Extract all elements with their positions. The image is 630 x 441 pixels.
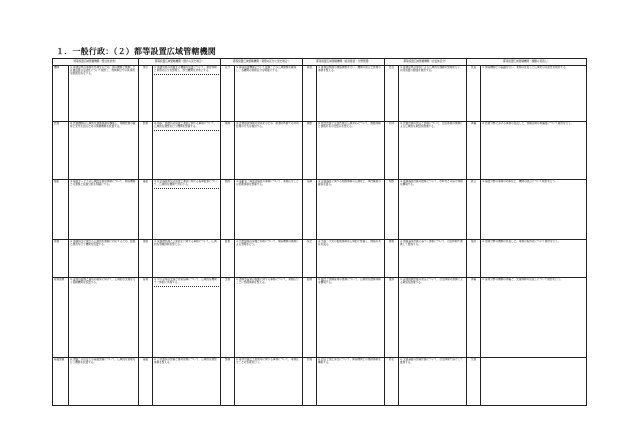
table-cell xyxy=(235,66,303,122)
tag-cell: 推進 xyxy=(385,278,399,358)
row-category: 福祉 xyxy=(53,180,69,240)
table-row xyxy=(53,240,587,278)
cell-text: ① 都道府県の単位による広域的な課題の整理を行い、共同設置の範囲を検討する。 xyxy=(400,66,463,73)
row-category: 環境 xyxy=(53,240,69,278)
tag-cell: 見直 xyxy=(467,66,481,122)
table-cell xyxy=(481,66,587,122)
cell-text: ⑥ 道路・河川などの基盤整備について、広域的な管理を行う機関を設置する。 xyxy=(70,358,136,365)
table-cell xyxy=(153,358,221,406)
tag-cell: 交通 xyxy=(467,358,481,406)
cell-text: ⑥ 防災と国土保全について、関係機関との連携体制を構築する。 xyxy=(318,358,381,365)
table-cell xyxy=(399,358,467,406)
cell-text: ⑤ 中小企業の支援と技術指導について、広域的な機関で一体的に実施する。 xyxy=(154,278,217,285)
table-cell xyxy=(317,180,385,240)
column-header: 都等設置広域管轄機関（課題の見直し） xyxy=(467,59,587,66)
cell-text: ② 医療提供体制の効率化のため、都道府県間での共同処理の方式を検討する。 xyxy=(236,122,299,129)
column-header: 都等設置広域管轄機関（自治体区分） xyxy=(385,59,467,66)
tag-cell: 再編 xyxy=(467,278,481,358)
tag-cell: 福祉 xyxy=(139,180,153,240)
tag-cell: 保全 xyxy=(303,240,317,278)
cell-text: ② 医療分野における事務の見直しと、管轄区域の再編成について検討を行う。 xyxy=(482,122,574,125)
cell-text: ④ 環境保全に関する広域的な課題に対応するため、監視と調査を行う機関を設置する。 xyxy=(70,240,136,247)
cell-text: ⑥ 交通基盤の整備計画について、自治体間で協力して推進する。 xyxy=(400,358,463,365)
cell-text: ⑤ 観光と地域産業の連携について、広域的な推進体制を構築する。 xyxy=(318,278,381,285)
cell-text: ② 救急医療と災害医療の広域対応について、連絡体制と情報共有の仕組みを整える。 xyxy=(318,122,381,129)
cell-text: ⑤ 産業分野の機関の再編と、支援体制の見直しについて検討を行う。 xyxy=(482,278,563,281)
table-cell xyxy=(69,66,139,122)
table-row xyxy=(53,180,587,240)
tag-cell: 監視 xyxy=(221,240,235,278)
cell-text: ⑤ 産業の振興と雇用の確保に向けて、広域的な支援を行う管轄機関を設置する。 xyxy=(70,278,136,285)
row-category: 機関 xyxy=(53,66,69,122)
cell-text: ④ 廃棄物処理と公害防止に関する事務について、広域的な管轄体制を整える。 xyxy=(154,240,217,247)
table-cell xyxy=(399,240,467,278)
table-cell xyxy=(153,122,221,180)
cell-text: ② 病院・診療所の設置と運営に関する事務について、広域的な調整を行う機関を整備する。 xyxy=(154,122,217,129)
column-header: 都等設置広域管轄機関（業務の区分に見た場合） xyxy=(221,59,303,66)
tag-cell: 調査 xyxy=(385,240,399,278)
cell-text: ③ 児童福祉に関する相談体制の広域化と、専門職員の確保を図る。 xyxy=(318,180,381,187)
column-header: 特等設置広域管轄機関（整合性対象） xyxy=(53,59,139,66)
table-cell xyxy=(317,358,385,406)
table-cell xyxy=(153,240,221,278)
table-cell xyxy=(153,180,221,240)
table-cell xyxy=(481,240,587,278)
tag-cell: 計画 xyxy=(303,358,317,406)
column-header: 都等設置広域管轄機関（経営統括・分野管理） xyxy=(303,59,385,66)
tag-cell: 相談 xyxy=(385,180,399,240)
tag-cell: 統括 xyxy=(303,66,317,122)
cell-text: ④ 環境分野の機関の見直しと、業務の集約化について検討を行う。 xyxy=(482,240,561,243)
table-row xyxy=(53,358,587,406)
table-cell xyxy=(399,66,467,122)
page-title: １．一般行政：（２）都等設置広域管轄機関 xyxy=(56,47,216,56)
cell-text: ⑥ 都市計画と土地利用に関する事務について、業務区分ごとの処理を行う。 xyxy=(236,358,299,365)
jurisdiction-table xyxy=(52,58,587,406)
table-cell xyxy=(69,240,139,278)
row-category: 医療 xyxy=(53,122,69,180)
row-category: 産業振興 xyxy=(53,278,69,358)
cell-text: ① 都道府県間の連絡調整を行い、機関の統合と管理の体制を整える。 xyxy=(318,66,381,73)
table-cell xyxy=(69,278,139,358)
divider xyxy=(154,74,219,75)
tag-cell: 指導 xyxy=(303,180,317,240)
table-cell xyxy=(399,278,467,358)
tag-cell: 環境 xyxy=(139,240,153,278)
row-category: 基盤整備 xyxy=(53,358,69,406)
column-header: 都等設置広域管轄機関（国から見た場合） xyxy=(139,59,221,66)
table-cell xyxy=(317,278,385,358)
table-cell xyxy=(481,180,587,240)
divider xyxy=(154,130,219,131)
cell-text: ② 医療機関の広域的な連携体制を構築し、地域医療の確保と充実を図るための管轄機関を設置する。 xyxy=(70,122,136,129)
table-cell xyxy=(481,358,587,406)
header-row xyxy=(53,59,587,66)
cell-text: ① 都等設置機関について地域ごとの広域連携を確保し、各機関の業務区分を明確にする。 xyxy=(236,66,297,73)
cell-text: ② 医療計画の策定と評価について、自治体間の連携による広域的な取組を推進する。 xyxy=(400,122,463,129)
cell-text: ④ 環境基本計画に基づく施策について、自治体間で連携して推進する。 xyxy=(400,240,463,247)
table-cell xyxy=(235,180,303,240)
tag-cell: 施設 xyxy=(221,180,235,240)
table-cell xyxy=(399,122,467,180)
table-cell xyxy=(69,180,139,240)
tag-cell: 再編 xyxy=(467,122,481,180)
tag-cell: 基盤 xyxy=(139,358,153,406)
cell-text: ④ 水質・大気の監視体制を広域的に整備し、情報の共有を図る。 xyxy=(318,240,381,247)
table-cell xyxy=(235,278,303,358)
table-row xyxy=(53,66,587,122)
cell-text: ① 都道府県の事務を処理するため、国の機関と連携した区域設置の可能性について検討し、地域単位での具体的な範囲を設定する。 xyxy=(70,66,136,76)
divider xyxy=(154,188,219,189)
tag-cell: 医療 xyxy=(139,122,153,180)
tag-cell: 支援 xyxy=(221,278,235,358)
cell-text: ⑤ 産業振興計画の策定について、自治体間の連携による取組を推進する。 xyxy=(400,278,463,285)
tag-cell: 現行 xyxy=(139,66,153,122)
tag-cell: 防災 xyxy=(385,358,399,406)
table-cell xyxy=(317,66,385,122)
table-cell xyxy=(153,278,221,358)
cell-text: ⑥ 公共施設の整備と維持管理について、広域的な調整体制を整える。 xyxy=(154,358,217,365)
cell-text: ① 国道府県の管轄する機関の設置について、運営体制と業務の区分を整理し、該当機関を対象とする。 xyxy=(154,66,217,73)
tag-cell: 整備 xyxy=(221,358,235,406)
tag-cell: 自治 xyxy=(385,66,399,122)
table-cell xyxy=(69,122,139,180)
cell-text: ③ 社会福祉施設の設置と運営に関する指導監督について、広域的な機関で対応する。 xyxy=(154,180,217,187)
cell-text: ⑤ 農林水産業の振興に関する事務について、業務区分ごとに処理体制を整える。 xyxy=(236,278,299,285)
table-cell xyxy=(153,66,221,122)
cell-text: ③ 高齢者・障害者福祉の事務について、業務区分ごとの処理体制を整備する。 xyxy=(236,180,299,187)
table-cell xyxy=(317,122,385,180)
tag-cell: 統合 xyxy=(467,180,481,240)
tag-cell: 調整 xyxy=(303,122,317,180)
cell-text: ① 関係機関との協議を行い、業務の見直しと広域化の可能性を検討する。 xyxy=(482,66,569,69)
tag-cell: 集約 xyxy=(467,240,481,278)
tag-cell: 連携 xyxy=(221,122,235,180)
table-cell xyxy=(481,278,587,358)
table-cell xyxy=(481,122,587,180)
tag-cell: 区分 xyxy=(221,66,235,122)
cell-text: ④ 自然環境の保護と利用について、関係機関の連携による管理を行う。 xyxy=(236,240,299,247)
table-cell xyxy=(235,358,303,406)
table-cell xyxy=(399,180,467,240)
tag-cell: 産業 xyxy=(139,278,153,358)
table-cell xyxy=(235,240,303,278)
tag-cell: 振興 xyxy=(303,278,317,358)
table-cell xyxy=(235,122,303,180)
table-cell xyxy=(317,240,385,278)
cell-text: ③ 福祉サービスの広域的な提供体制について、関係機関との連携と役割分担を明確にする。 xyxy=(70,180,136,187)
divider xyxy=(154,286,219,287)
table-row xyxy=(53,122,587,180)
cell-text: ③ 福祉分野の事務の効率化と、機関の統合について検討を行う。 xyxy=(482,180,558,183)
table-row xyxy=(53,278,587,358)
table-cell xyxy=(69,358,139,406)
cell-text: ③ 地域福祉計画の推進について、市町村との協力体制を構築する。 xyxy=(400,180,463,187)
tag-cell: 共同 xyxy=(385,122,399,180)
